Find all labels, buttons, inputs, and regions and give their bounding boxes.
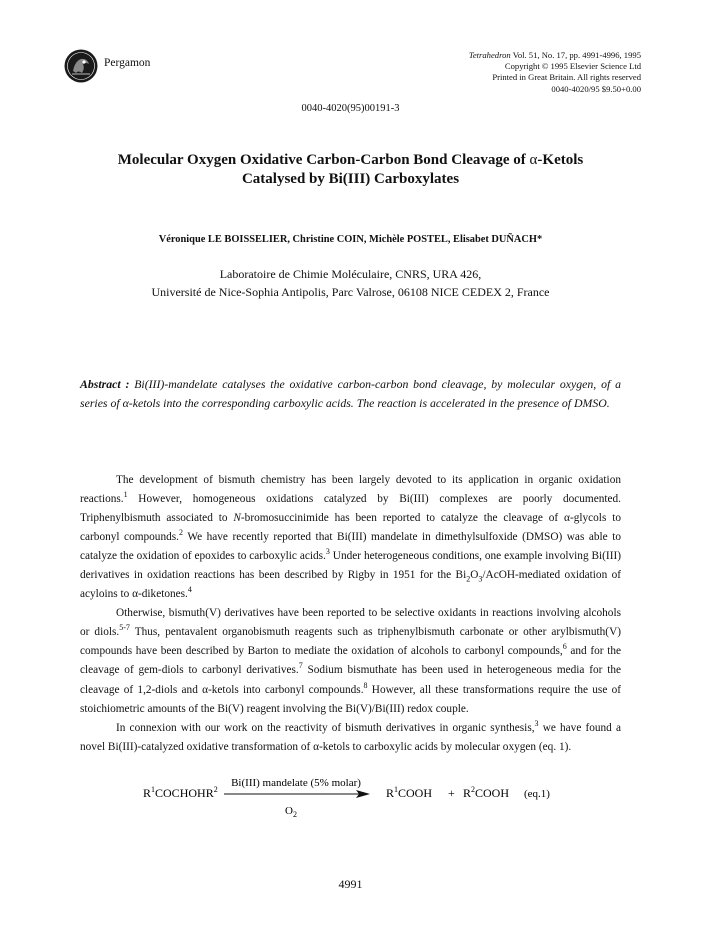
catalyst-label: Bi(III) mandelate (5% molar) xyxy=(231,777,361,789)
page-number: 4991 xyxy=(338,877,363,891)
subscript: 3 xyxy=(478,574,483,584)
journal-name: Tetrahedron xyxy=(468,50,511,60)
price-code-line: 0040-4020/95 $9.50+0.00 xyxy=(551,83,641,94)
p1-text: O xyxy=(470,569,479,582)
p2-text: Thus, pentavalent organobismuth reagents such as triphenylbismuth carbonate or other arylbismuth(V) compounds have been described by Barton to mediate the oxidation of alcohols to carbonyl compounds, xyxy=(80,626,621,658)
reference-8: 8 xyxy=(363,680,368,690)
article-doi: 0040-4020(95)00191-3 xyxy=(301,103,400,114)
copyright-line: Copyright © 1995 Elsevier Science Ltd xyxy=(504,61,641,72)
journal-citation xyxy=(469,50,641,95)
paragraph-2 xyxy=(80,604,621,718)
journal-volume-pages: Vol. 51, No. 17, pp. 4991-4996, 1995 xyxy=(512,50,641,60)
product-2: $R^2COOH$ xyxy=(463,785,510,800)
reference-1: 1 xyxy=(123,490,128,500)
reference-4: 4 xyxy=(187,585,192,595)
p1-text: Under heterogeneous conditions, one example involving Bi(III) derivatives in oxidation reactions has been described by Rigby in 1951 for the Bi xyxy=(80,550,621,582)
reference-5-7: 5-7 xyxy=(119,623,130,633)
title-line-2: Catalysed by Bi(III) Carboxylates xyxy=(241,171,460,187)
title-alpha: α xyxy=(529,152,538,168)
oxidant-label: $O_2$ xyxy=(285,805,297,819)
abstract xyxy=(80,375,621,413)
reference-2: 2 xyxy=(178,528,183,538)
plus-sign: + xyxy=(448,786,455,800)
abstract-text: Bi(III)-mandelate catalyses the oxidative carbon-carbon bond cleavage, by molecular oxygen, of a series of α-ketols into the corresponding carboxylic acids. The reaction is accelerated in the presence of DMSO. xyxy=(80,377,621,410)
equation-label: (eq.1) xyxy=(524,788,550,800)
reference-6: 6 xyxy=(562,642,567,652)
p1-text: -bromosuccinimide has been reported to catalyze the cleavage of α-glycols to carbonyl compounds. xyxy=(80,512,621,544)
p1-text: We have recently reported that Bi(III) mandelate in dimethylsulfoxide (DMSO) was able to catalyze the oxidation of epoxides to carboxylic acids. xyxy=(80,531,622,563)
affiliation-line-2: Université de Nice-Sophia Antipolis, Parc Valrose, 06108 NICE CEDEX 2, France xyxy=(151,285,550,299)
reactant: $R^1COCHOHR^2$ xyxy=(143,785,218,800)
italic-n: N xyxy=(233,512,241,525)
product-1: $R^1COOH$ xyxy=(386,785,433,800)
abstract-label: Abstract : xyxy=(80,377,130,391)
reaction-equation xyxy=(0,775,701,825)
publisher-name: Pergamon xyxy=(104,57,151,69)
pergamon-logo-icon xyxy=(64,49,98,83)
p1-text: /AcOH-mediated oxidation of acyloins to α-diketones. xyxy=(80,569,622,601)
p1-text: However, homogeneous oxidations catalyzed by Bi(III) complexes are poorly documented. Triphenylbismuth associated to xyxy=(80,493,621,525)
p3-text: In connexion with our work on the reactivity of bismuth derivatives in organic synthesis, xyxy=(116,721,535,734)
paper-title xyxy=(40,151,661,189)
journal-volume-line xyxy=(469,50,641,61)
reference-3: 3 xyxy=(534,718,539,728)
printed-line: Printed in Great Britain. All rights reserved xyxy=(492,72,641,83)
title-text-b: -Ketols xyxy=(537,152,584,168)
p2-text: Otherwise, bismuth(V) derivatives have been reported to be selective oxidants in reactions involving alcohols or diols. xyxy=(80,607,621,639)
paragraph-1 xyxy=(80,471,621,604)
p2-text: Sodium bismuthate has been used in heterogeneous media for the cleavage of 1,2-diols and α-ketols into carbonyl compounds. xyxy=(80,664,621,696)
reference-7: 7 xyxy=(298,661,303,671)
affiliation-line-1: Laboratoire de Chimie Moléculaire, CNRS, URA 426, xyxy=(219,267,482,281)
title-text-a: Molecular Oxygen Oxidative Carbon-Carbon Bond Cleavage of xyxy=(117,152,530,168)
reference-3: 3 xyxy=(325,547,330,557)
p3-text: we have found a novel Bi(III)-catalyzed oxidative transformation of α-ketols to carboxylic acids by molecular oxygen (eq. 1). xyxy=(80,721,621,753)
p2-text: However, all these transformations require the use of stoichiometric amounts of the Bi(V) reagent involving the Bi(V)/Bi(III) redox couple. xyxy=(80,683,621,715)
body-text xyxy=(80,471,621,757)
subscript: 2 xyxy=(466,574,471,584)
title-line-1 xyxy=(40,151,661,170)
p2-text: and for the cleavage of gem-diols to carbonyl derivatives. xyxy=(80,645,621,677)
paragraph-3 xyxy=(80,719,621,757)
affiliation xyxy=(0,265,701,301)
author-list: Véronique LE BOISSELIER, Christine COIN, Michèle POSTEL, Elisabet DUÑACH* xyxy=(158,234,543,245)
p1-text: The development of bismuth chemistry has been largely devoted to its application in organic oxidation reactions. xyxy=(80,474,621,506)
